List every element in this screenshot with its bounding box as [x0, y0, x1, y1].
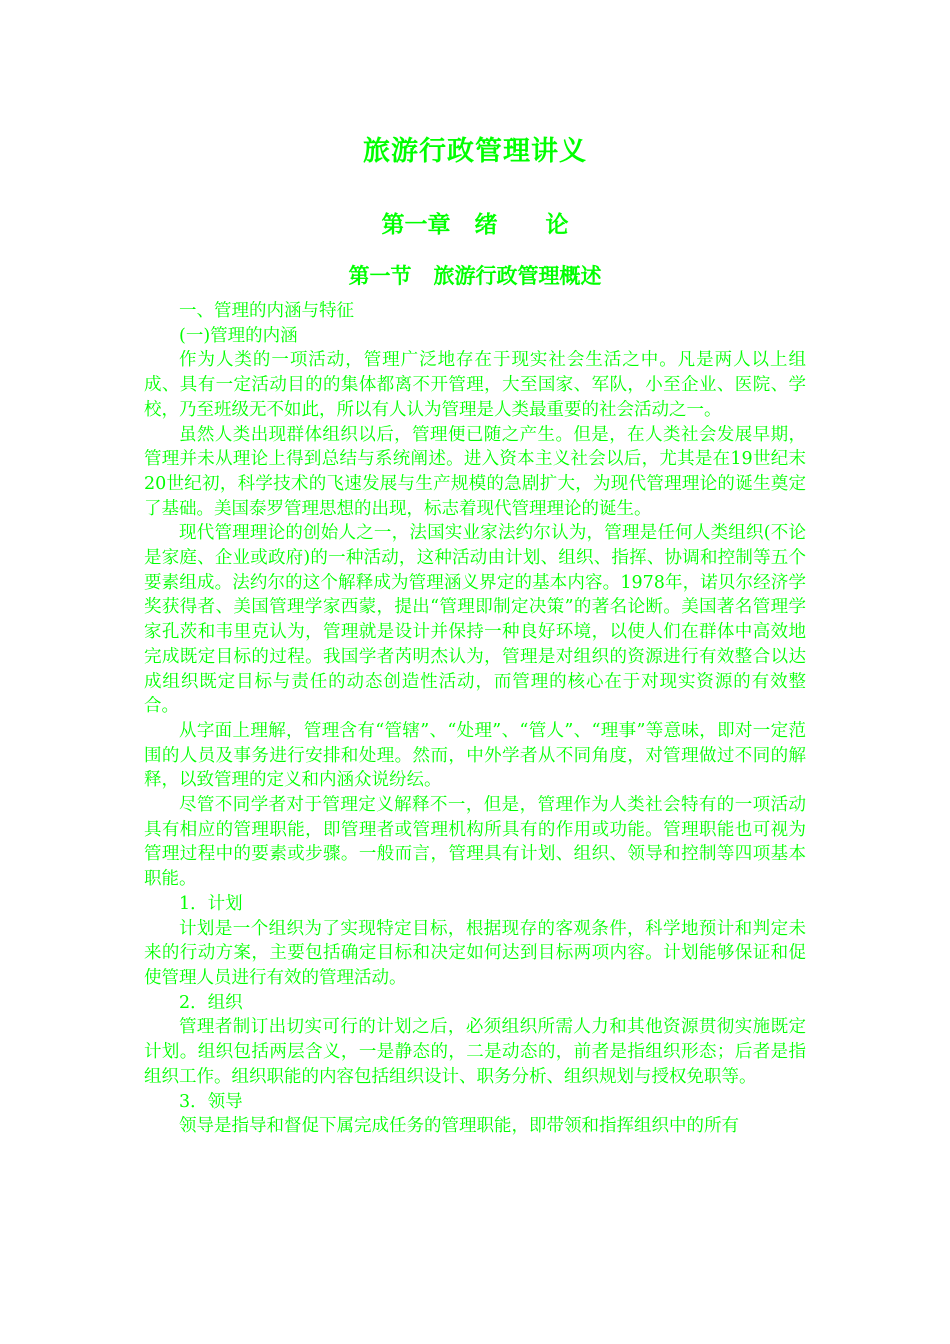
chapter-heading: 第一章 绪 论: [381, 211, 569, 238]
paragraph: 虽然人类出现群体组织以后，管理便已随之产生。但是，在人类社会发展早期，管理并未从理论上得到总结与系统阐述。进入资本主义社会以后，尤其是在19世纪末20世纪初，科学技术的飞速发展与生产规模的急剧扩大，为现代管理理论的诞生奠定了基础。美国泰罗管理思想的出现，标志着现代管理理论的诞生。: [144, 424, 806, 519]
paragraph: 管理者制订出切实可行的计划之后，必须组织所需人力和其他资源贯彻实施既定计划。组织包括两层含义，一是静态的，二是动态的，前者是指组织形态；后者是指组织工作。组织职能的内容包括组织设计、职务分析、组织规划与授权免职等。: [144, 1017, 806, 1087]
subheading-1: (一)管理的内涵: [179, 325, 298, 346]
paragraph: 现代管理理论的创始人之一，法国实业家法约尔认为，管理是任何人类组织(不论是家庭、企业或政府)的一种活动，这种活动由计划、组织、指挥、协调和控制等五个要素组成。法约尔的这个解释成为管理涵义界定的基本内容。1978年，诺贝尔经济学奖获得者、美国管理学家西蒙，提出“管理即制定决策”的著名论断。美国著名管理学家孔茨和韦里克认为，管理就是设计并保持一种良好环境，以使人们在群体中高效地完成既定目标的过程。我国学者芮明杰认为，管理是对组织的资源进行有效整合以达成组织既定目标与责任的动态创造性活动，而管理的核心在于对现实资源的有效整合。: [144, 523, 806, 717]
heading-1: 一、管理的内涵与特征: [179, 301, 354, 321]
list-heading-plan: 1．计划: [179, 893, 243, 914]
list-heading-lead: 3．领导: [179, 1091, 243, 1112]
paragraph: 计划是一个组织为了实现特定目标，根据现存的客观条件，科学地预计和判定未来的行动方案，主要包括确定目标和决定如何达到目标两项内容。计划能够保证和促使管理人员进行有效的管理活动。: [144, 918, 806, 988]
paragraph: 领导是指导和督促下属完成任务的管理职能，即带领和指挥组织中的所有: [179, 1116, 739, 1137]
document-title: 旅游行政管理讲义: [363, 136, 587, 167]
paragraph: 从字面上理解，管理含有“管辖”、“处理”、“管人”、“理事”等意味，即对一定范围的人员及事务进行安排和处理。然而，中外学者从不同角度，对管理做过不同的解释，以致管理的定义和内涵众说纷纭。: [144, 720, 806, 791]
paragraph: 尽管不同学者对于管理定义解释不一，但是，管理作为人类社会特有的一项活动具有相应的管理职能，即管理者或管理机构所具有的作用或功能。管理职能也可视为管理过程中的要素或步骤。一般而言，管理具有计划、组织、领导和控制等四项基本职能。: [144, 795, 806, 890]
paragraph: 作为人类的一项活动，管理广泛地存在于现实社会生活之中。凡是两人以上组成、具有一定活动目的的集体都离不开管理，大至国家、军队，小至企业、医院、学校，乃至班级无不如此，所以有人认为管理是人类最重要的社会活动之一。: [144, 350, 806, 420]
list-heading-organize: 2．组织: [179, 992, 243, 1013]
document-body: [144, 299, 806, 1139]
section-heading: 第一节 旅游行政管理概述: [348, 263, 602, 288]
